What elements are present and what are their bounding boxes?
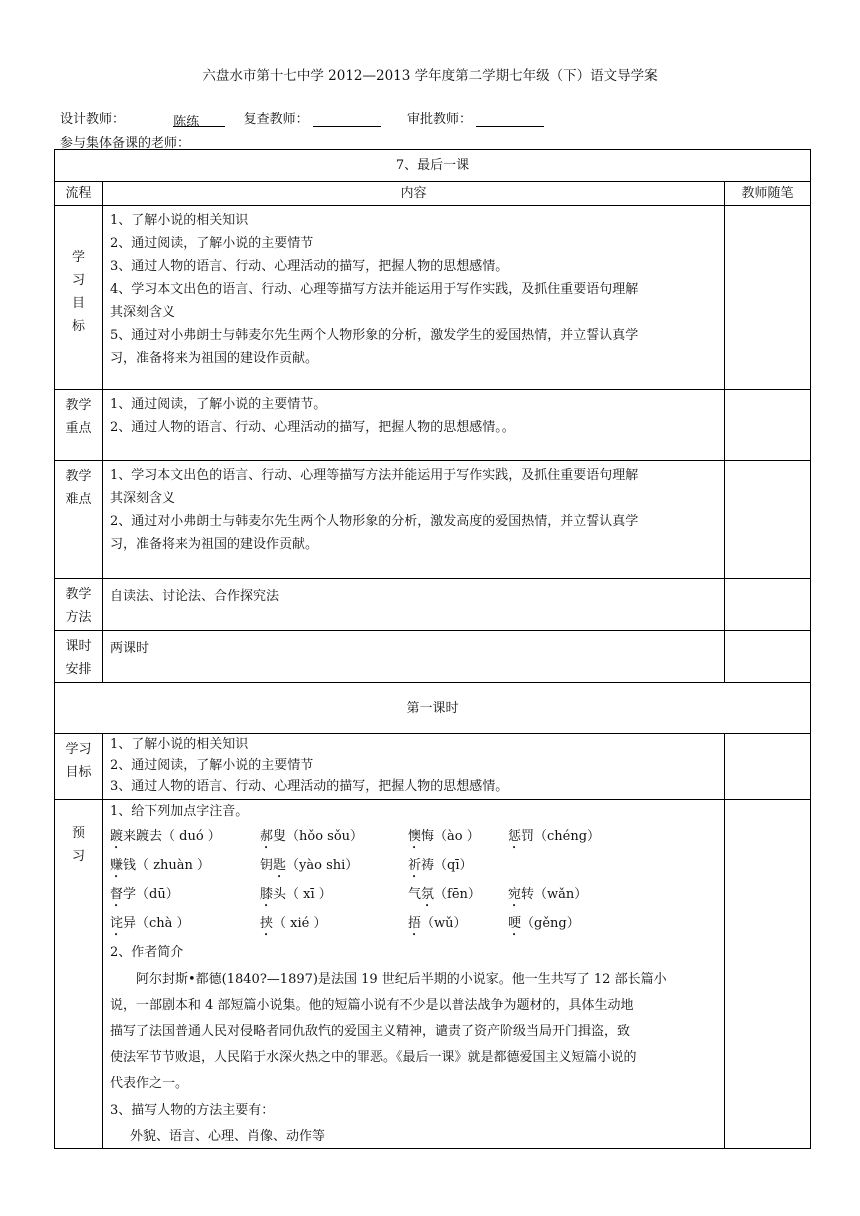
pinyin-suffix: 转（wǎn）: [521, 887, 588, 902]
pinyin-dotted-char: 惩: [508, 829, 522, 844]
pinyin-dotted-char: 哽: [508, 916, 522, 931]
difficulties-notes: [725, 461, 811, 579]
pinyin-dotted-char: 懊: [408, 829, 422, 844]
key-points-notes: [725, 390, 811, 461]
pinyin-row: [110, 881, 718, 910]
pinyin-suffix: 钱（ zhuàn ）: [123, 858, 210, 873]
author-intro-line: 代表作之一。: [110, 1076, 189, 1091]
pinyin-row: [110, 910, 718, 939]
pinyin-item: [408, 823, 508, 852]
difficulty-item: 2、通过对小弗朗士与韩麦尔先生两个人物形象的分析，激发高度的爱国热情，并立誓认真学: [110, 514, 639, 529]
col-notes-header: 教师随笔: [725, 182, 811, 206]
approver-label: 审批教师：: [407, 112, 473, 127]
pinyin-prefix: 钥: [260, 858, 274, 873]
reviewer-label: 复查教师：: [243, 112, 309, 127]
pinyin-suffix: 叟（hǒo sǒu）: [273, 829, 364, 844]
goal-item: 3、通过人物的语言、行动、心理活动的描写，把握人物的思想感情。: [110, 259, 509, 274]
col-flow-header: 流程: [55, 182, 103, 206]
goal-item: 1、了解小说的相关知识: [110, 213, 249, 228]
key-points-content: [103, 390, 725, 461]
method-content: 自读法、讨论法、合作探究法: [103, 579, 725, 631]
approver-blank: [476, 111, 544, 127]
schedule-label: 课时 安排: [55, 631, 103, 683]
pinyin-dotted-char: 祈: [408, 858, 422, 873]
pinyin-item: [508, 852, 638, 881]
preview-question-3: 3、描写人物的方法主要有：: [110, 1103, 275, 1118]
pinyin-row: [110, 823, 718, 852]
pinyin-item: [408, 852, 508, 881]
goals-notes: [725, 206, 811, 390]
pinyin-dotted-char: 赚: [110, 858, 124, 873]
pinyin-suffix: 头（ xī ）: [273, 887, 332, 902]
period-goal-item: 2、通过阅读，了解小说的主要情节: [110, 758, 314, 773]
group-teachers-label: 参与集体备课的老师：: [60, 136, 191, 151]
pinyin-suffix: 异（chà ）: [123, 916, 190, 931]
preview-answer-3: 外貌、语言、心理、肖像、动作等: [130, 1129, 326, 1144]
pinyin-dotted-char: 郝: [260, 829, 274, 844]
key-point-item: 2、通过人物的语言、行动、心理活动的描写，把握人物的思想感情。。: [110, 420, 515, 435]
goal-item: 4、学习本文出色的语言、行动、心理等描写方法并能运用于写作实践，及抓住重要语句理解: [110, 282, 639, 297]
pinyin-suffix: 罚（chéng）: [521, 829, 601, 844]
pinyin-dotted-char: 宛: [508, 887, 522, 902]
pinyin-suffix: （fēn）: [434, 887, 481, 902]
preview-notes: [725, 800, 811, 1149]
pinyin-suffix: （gěng）: [521, 916, 580, 931]
designer-label: 设计教师：: [60, 112, 126, 127]
lesson-title: 7、最后一课: [55, 150, 811, 182]
difficulty-item: 其深刻含义: [110, 491, 176, 506]
goal-item: 2、通过阅读，了解小说的主要情节: [110, 236, 314, 251]
pinyin-suffix: 学（dū）: [123, 887, 179, 902]
pinyin-suffix: （yào shi）: [286, 858, 359, 873]
preview-question-1: 1、给下列加点字注音。: [110, 804, 249, 819]
pinyin-item: [508, 823, 638, 852]
method-notes: [725, 579, 811, 631]
teacher-line: [60, 108, 544, 130]
period-title: 第一课时: [55, 683, 811, 734]
difficulty-item: 1、学习本文出色的语言、行动、心理等描写方法并能运用于写作实践，及抓住重要语句理解: [110, 468, 639, 483]
pinyin-suffix: 祷（qī）: [421, 858, 473, 873]
reviewer-blank: [313, 111, 381, 127]
pinyin-dotted-char: 氛: [421, 887, 435, 902]
difficulty-item: 习，准备将来为祖国的建设作贡献。: [110, 537, 319, 552]
goals-content: [103, 206, 725, 390]
pinyin-dotted-char: 膝: [260, 887, 274, 902]
pinyin-item: [260, 823, 408, 852]
pinyin-item: [408, 881, 508, 910]
preview-label: 预 习: [55, 800, 103, 1149]
pinyin-dotted-char: 挟: [260, 916, 274, 931]
pinyin-prefix: 气: [408, 887, 422, 902]
pinyin-suffix: （ xié ）: [273, 916, 327, 931]
author-intro-line: 描写了法国普通人民对侵略者同仇敌忾的爱国主义精神，谴责了资产阶级当局开门揖盗，致: [110, 1024, 631, 1039]
schedule-content: 两课时: [103, 631, 725, 683]
pinyin-dotted-char: 匙: [273, 858, 287, 873]
pinyin-item: [260, 881, 408, 910]
period-goal-item: 3、通过人物的语言、行动、心理活动的描写，把握人物的思想感情。: [110, 779, 509, 794]
pinyin-suffix: 来踱去（ duó ）: [123, 829, 221, 844]
pinyin-dotted-char: 捂: [408, 916, 422, 931]
pinyin-suffix: （wǔ）: [421, 916, 467, 931]
period-goals-notes: [725, 734, 811, 800]
goal-item: 5、通过对小弗朗士与韩麦尔先生两个人物形象的分析，激发学生的爱国热情，并立誓认真学: [110, 328, 639, 343]
pinyin-item: [110, 881, 260, 910]
pinyin-item: [260, 852, 408, 881]
preview-question-2: 2、作者简介: [110, 945, 184, 960]
period-goal-item: 1、了解小说的相关知识: [110, 737, 249, 752]
pinyin-item: [260, 910, 408, 939]
pinyin-dotted-char: 踱: [110, 829, 124, 844]
document-title: 六盘水市第十七中学 2012—2013 学年度第二学期七年级（下）语文导学案: [202, 68, 658, 84]
period-goals-label: 学习 目标: [55, 734, 103, 800]
key-points-label: 教学 重点: [55, 390, 103, 461]
pinyin-suffix: 悔（ào ）: [421, 829, 480, 844]
pinyin-item: [508, 910, 638, 939]
schedule-notes: [725, 631, 811, 683]
designer-name: 陈练: [173, 111, 225, 127]
col-content-header: 内容: [103, 182, 725, 206]
pinyin-dotted-char: 督: [110, 887, 124, 902]
author-intro-line: 说，一部剧本和 4 部短篇小说集。他的短篇小说有不少是以普法战争为题材的，具体生动地: [110, 998, 634, 1013]
goals-label: 学 习 目 标: [55, 206, 103, 390]
pinyin-item: [110, 852, 260, 881]
difficulties-label: 教学 难点: [55, 461, 103, 579]
author-intro-line: 阿尔封斯•都德(1840?—1897)是法国 19 世纪后半期的小说家。他一生共写了 12 部长篇小: [136, 972, 667, 987]
pinyin-item: [408, 910, 508, 939]
goal-item: 其深刻含义: [110, 305, 176, 320]
pinyin-item: [110, 823, 260, 852]
key-point-item: 1、通过阅读，了解小说的主要情节。: [110, 397, 327, 412]
preview-content: [103, 800, 725, 1149]
pinyin-item: [508, 881, 638, 910]
method-label: 教学 方法: [55, 579, 103, 631]
period-goals-content: [103, 734, 725, 800]
pinyin-dotted-char: 诧: [110, 916, 124, 931]
difficulties-content: [103, 461, 725, 579]
author-intro-line: 使法军节节败退，人民陷于水深火热之中的罪恶。《最后一课》就是都德爱国主义短篇小说的: [110, 1050, 637, 1065]
pinyin-exercise: [110, 823, 718, 939]
pinyin-item: [110, 910, 260, 939]
pinyin-row: [110, 852, 718, 881]
lesson-plan-table: [54, 149, 811, 1149]
goal-item: 习，准备将来为祖国的建设作贡献。: [110, 351, 319, 366]
